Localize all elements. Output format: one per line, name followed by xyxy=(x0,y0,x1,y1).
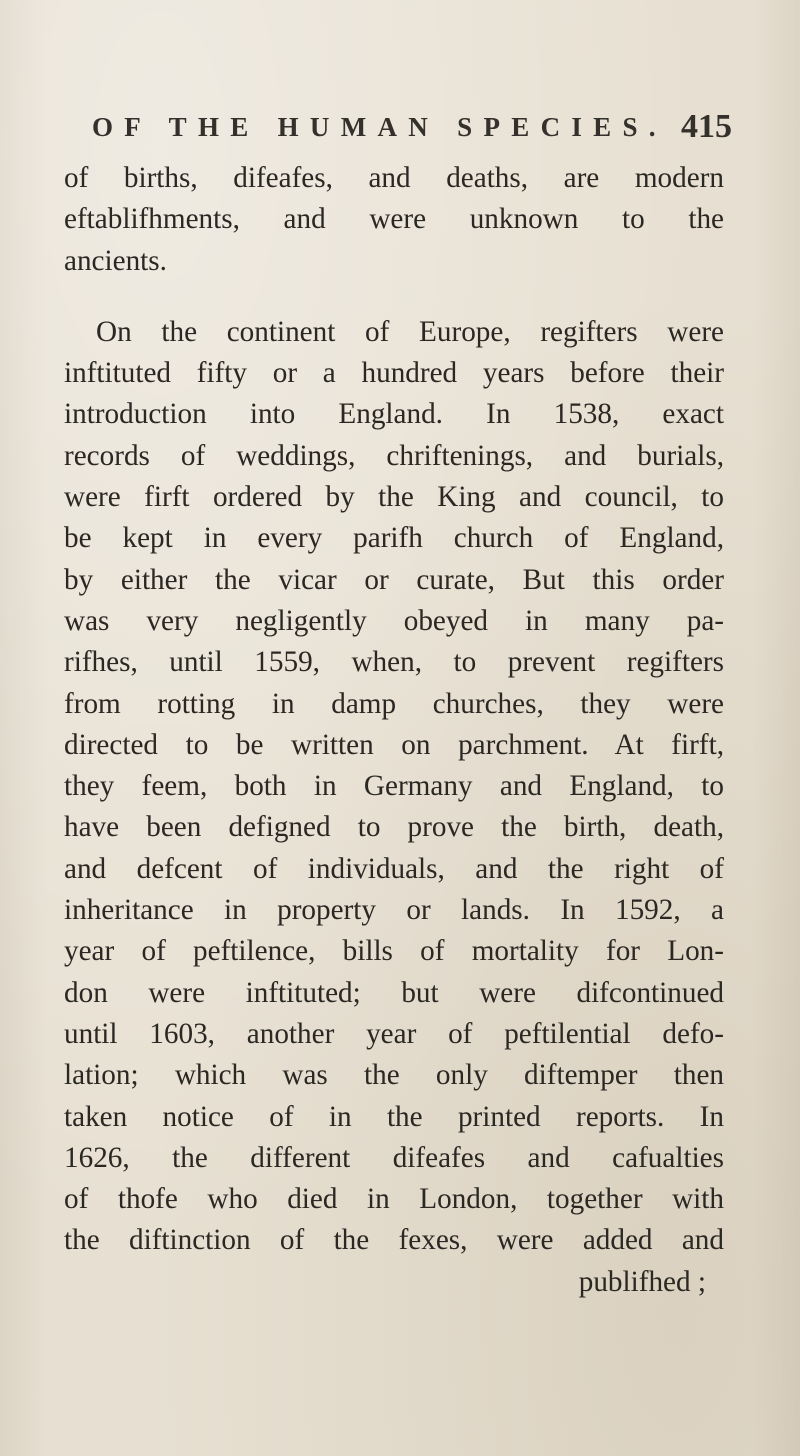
text-line: the diftinction of the fexes, were added and xyxy=(64,1224,724,1257)
text-line: directed to be written on parchment. At firft, xyxy=(64,728,724,761)
text-line: be kept in every parifh church of England, xyxy=(64,522,724,555)
text-line: introduction into England. In 1538, exact xyxy=(64,398,724,431)
text-line: rifhes, until 1559, when, to prevent regifters xyxy=(64,646,724,679)
text-line: and defcent of individuals, and the right of xyxy=(64,852,724,885)
text-line: lation; which was the only diftemper then xyxy=(64,1059,724,1092)
catchword: publifhed ; xyxy=(578,1265,706,1298)
page-number: 415 xyxy=(681,108,732,145)
text-line: year of peftilence, bills of mortality for Lon- xyxy=(64,935,724,968)
text-line: inftituted fifty or a hundred years before their xyxy=(64,357,724,390)
text-line: by either the vicar or curate, But this order xyxy=(64,563,724,596)
paragraph-1 xyxy=(64,158,724,282)
running-head-title: OF THE HUMAN SPECIES. xyxy=(92,112,667,142)
paragraph-gap xyxy=(64,282,724,312)
running-head xyxy=(92,108,732,152)
text-line: eftablifhments, and were unknown to the xyxy=(64,203,724,236)
text-line: until 1603, another year of peftilential defo- xyxy=(64,1017,724,1050)
text-line: taken notice of in the printed reports. In xyxy=(64,1100,724,1133)
text-line: have been defigned to prove the birth, death, xyxy=(64,811,724,844)
text-line: were firft ordered by the King and council, to xyxy=(64,481,724,514)
paragraph-2 xyxy=(64,312,724,1262)
text-line: records of weddings, chriftenings, and burials, xyxy=(64,439,724,472)
text-line: was very negligently obeyed in many pa- xyxy=(64,604,724,637)
text-line: from rotting in damp churches, they were xyxy=(64,687,724,720)
text-line: On the continent of Europe, regifters were xyxy=(96,315,724,348)
text-line: of thofe who died in London, together with xyxy=(64,1183,724,1216)
text-line: ancients. xyxy=(64,244,167,277)
text-line: don were inftituted; but were difcontinued xyxy=(64,976,724,1009)
text-line: inheritance in property or lands. In 1592, a xyxy=(64,894,724,927)
text-line: 1626, the different difeafes and cafualties xyxy=(64,1141,724,1174)
text-line: they feem, both in Germany and England, to xyxy=(64,770,724,803)
text-line: of births, difeafes, and deaths, are modern xyxy=(64,162,724,194)
body-text xyxy=(64,158,724,1303)
